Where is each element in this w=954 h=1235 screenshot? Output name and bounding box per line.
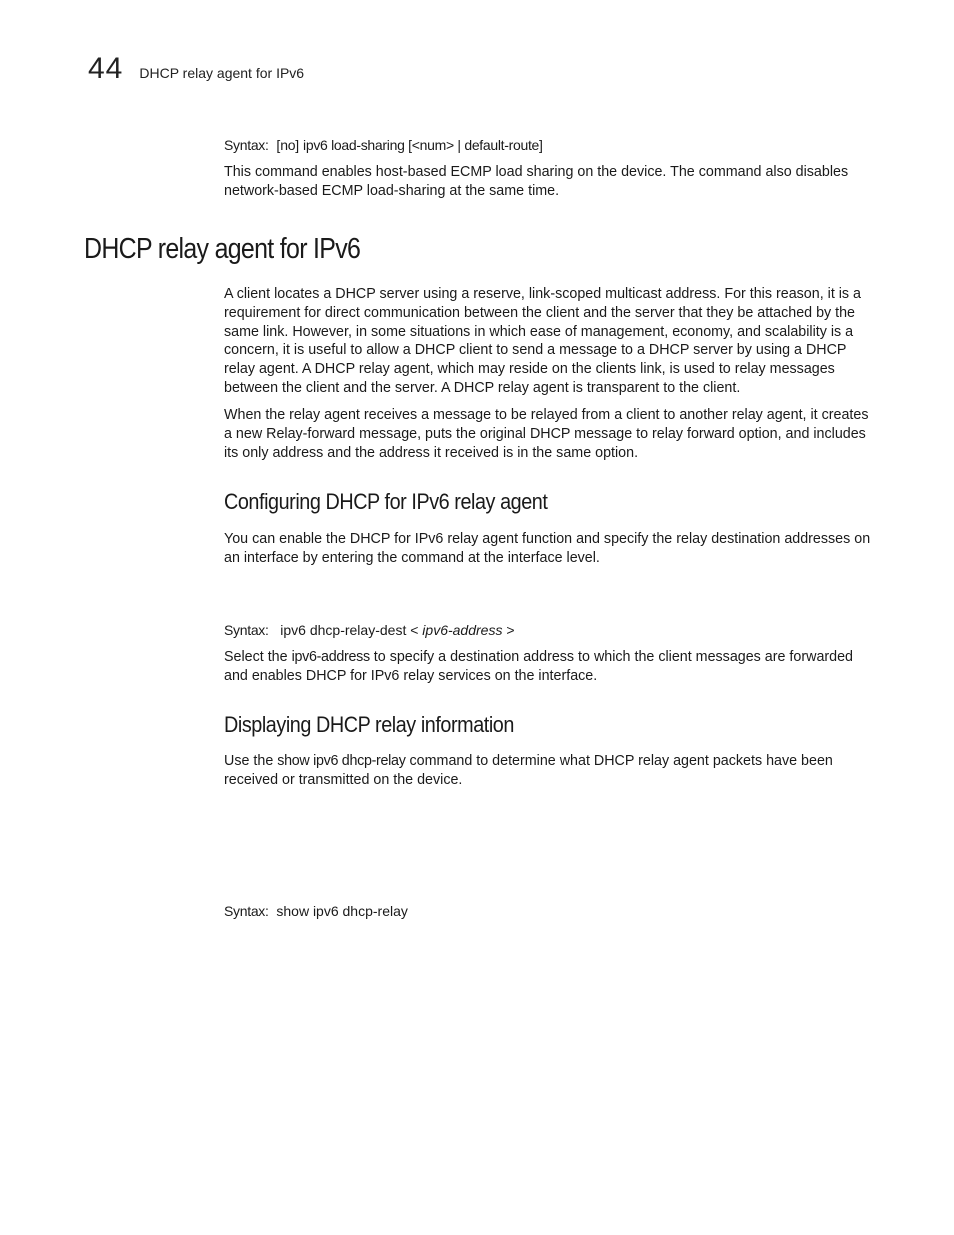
- configuring-description: [224, 530, 872, 568]
- syntax-load-sharing: [224, 136, 872, 154]
- paragraph: When the relay agent receives a message to be relayed from a client to another relay agent, it creates a new Relay-forward message, puts the original DHCP message to relay forward option, and includes its only address and the address it received is in the same option.: [224, 407, 869, 461]
- open-bracket: [: [276, 137, 281, 153]
- syntax-command: show ipv6 dhcp-relay: [276, 903, 408, 919]
- use-prefix: Use the: [224, 753, 278, 769]
- section-heading: DHCP relay agent for IPv6: [84, 233, 361, 265]
- intro-paragraph-1: [224, 285, 872, 398]
- paragraph: A client locates a DHCP server using a reserve, link-scoped multicast address. For this reason, it is a requirement for direct communication between the client and the server that they be attached by the same link. However, in some situations in which ease of management, economy, and scalability is a concern, it is useful to allow a DHCP client to send a message to a DHCP server by using a DHCP relay agent. A DHCP relay agent, which may reside on the clients link, is used to relay messages between the client and the server. A DHCP relay agent is transparent to the client.: [224, 286, 862, 396]
- paragraph: You can enable the DHCP for IPv6 relay agent function and specify the relay destination addresses on an interface by entering the command at the interface level.: [224, 531, 871, 566]
- displaying-description: [224, 752, 872, 790]
- intro-paragraph-2: [224, 406, 872, 462]
- displaying-heading: Displaying DHCP relay information: [224, 712, 514, 737]
- syntax-label: Syntax:: [224, 622, 269, 638]
- syntax-argument: ipv6-address: [422, 622, 503, 638]
- no-keyword: no: [280, 137, 296, 153]
- syntax-dhcp-relay-dest: [224, 621, 872, 639]
- syntax-command: ipv6 dhcp-relay-dest <: [280, 622, 419, 638]
- load-sharing-description: [224, 163, 872, 201]
- select-description: [224, 648, 872, 686]
- paragraph: [224, 648, 872, 686]
- paragraph: [224, 752, 872, 790]
- select-prefix: Select the: [224, 649, 292, 665]
- chapter-number: 44: [88, 52, 124, 85]
- syntax-show-dhcp-relay: [224, 902, 872, 920]
- syntax-label: Syntax:: [224, 137, 269, 153]
- configuring-heading: Configuring DHCP for IPv6 relay agent: [224, 489, 548, 514]
- show-command-keyword: show ipv6 dhcp-relay: [277, 753, 406, 769]
- running-title: DHCP relay agent for IPv6: [139, 65, 305, 81]
- syntax-label: Syntax:: [224, 903, 269, 919]
- ipv6-address-keyword: ipv6-address: [291, 649, 370, 665]
- close-bracket: ]: [295, 137, 300, 153]
- select-suffix: to specify a destination address to which the client messages are forwarded and enables DHCP for IPv6 relay services on the interface.: [224, 649, 854, 684]
- paragraph: This command enables host-based ECMP load sharing on the device. The command also disables network-based ECMP load-sharing at the same time.: [224, 164, 849, 199]
- syntax-end: >: [506, 622, 515, 638]
- running-header: [88, 52, 304, 92]
- use-suffix: command to determine what DHCP relay agent packets have been received or transmitted on the device.: [224, 753, 833, 788]
- syntax-command: ipv6 load-sharing [<num> | default-route]: [303, 137, 543, 153]
